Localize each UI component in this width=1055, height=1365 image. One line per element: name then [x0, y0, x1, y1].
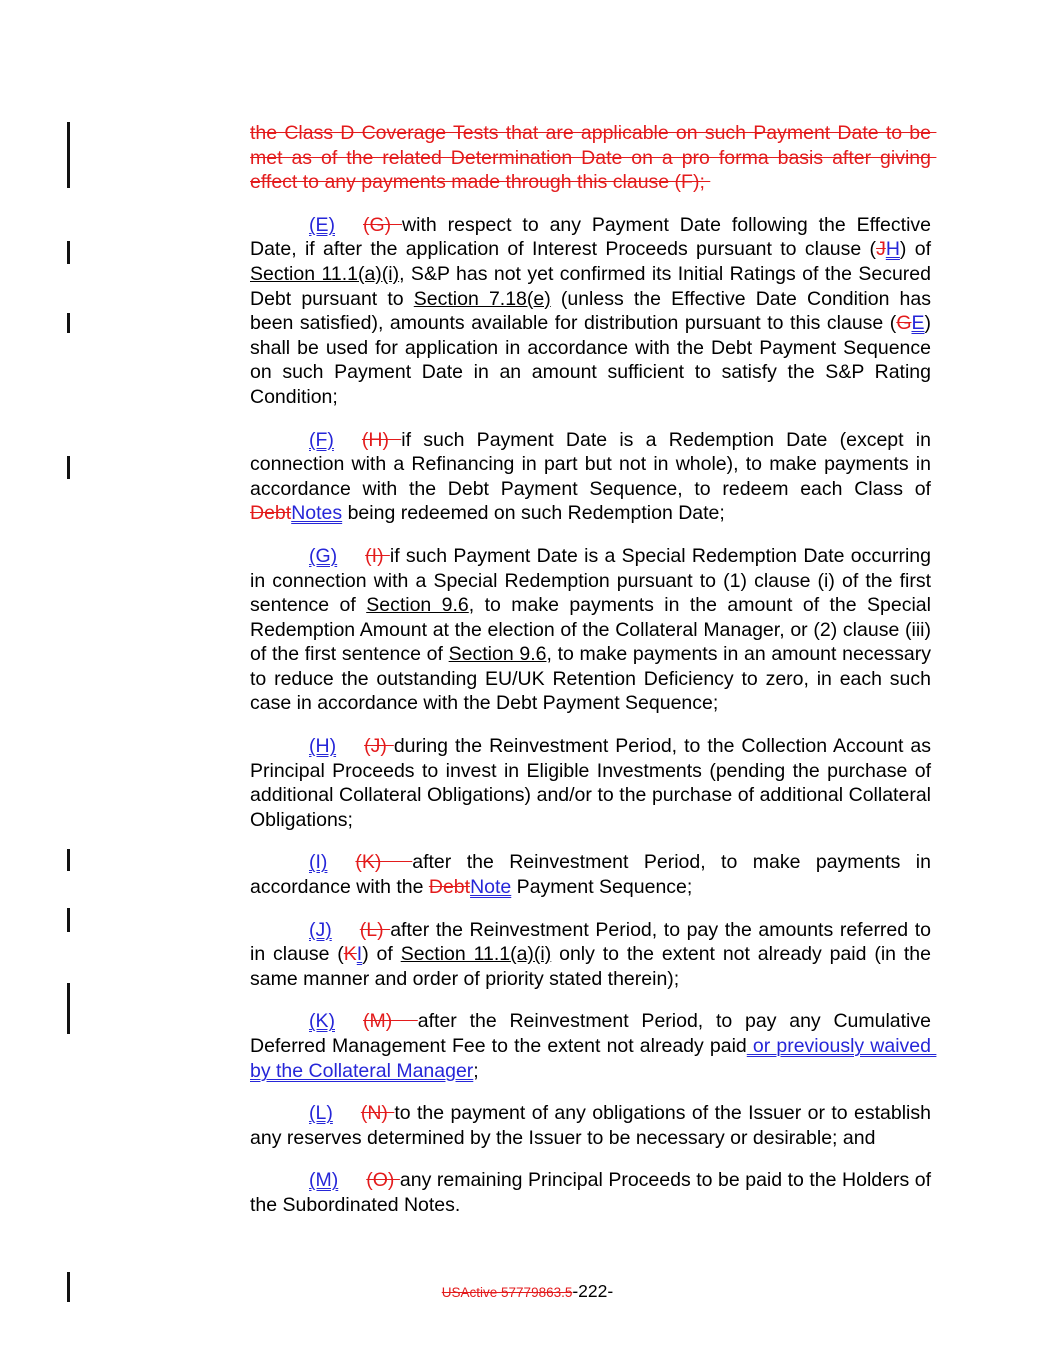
body-text-run: ;: [473, 1059, 479, 1082]
inserted-text-run: (H): [309, 735, 337, 758]
change-bar: [67, 983, 70, 1034]
inserted-text-run: I: [356, 943, 363, 966]
change-bar: [67, 849, 70, 871]
body-text-run: , to make payments in an amount necessary to reduce the outstanding EU/UK Retention Deficiency to zero, in each such case in accordance with the Debt Payment Sequence;: [250, 643, 937, 715]
inserted-text-run: Note: [470, 876, 512, 899]
footer-page-number: -222-: [572, 1281, 614, 1301]
section-reference: Section 9.6: [366, 594, 469, 617]
paragraph-clause-l: [250, 1101, 937, 1150]
paragraph-deleted-carryover: [250, 121, 937, 195]
body-text-run: only to the extent not already paid (in the same manner and order of priority stated therein);: [250, 943, 937, 990]
change-bar: [67, 122, 70, 188]
change-bar: [67, 313, 70, 333]
deleted-text-run: Debt: [428, 876, 471, 899]
paragraph-clause-j: [250, 918, 937, 992]
deleted-text-run: (L): [359, 918, 391, 941]
deleted-text-run: (O): [366, 1169, 400, 1192]
deleted-text-run: (M): [363, 1010, 418, 1033]
body-text-run: ) of: [362, 943, 401, 966]
deleted-text-run: J: [876, 238, 886, 261]
inserted-text-run: (J): [309, 918, 332, 941]
deleted-text-run: G: [896, 312, 912, 335]
paragraph-clause-k: [250, 1009, 937, 1083]
section-reference: Section 11.1(a)(i): [250, 262, 400, 285]
inserted-text-run: (G): [309, 544, 338, 567]
body-text-run: being redeemed on such Redemption Date;: [342, 502, 725, 525]
inserted-text-run: (L): [309, 1102, 333, 1125]
body-text-run: during the Reinvestment Period, to the Collection Account as Principal Proceeds to invest in Eligible Investments (pending the purchase of additional Collateral Obligations) and/or to the purchase of additional Collateral Obligations;: [250, 735, 937, 831]
section-reference: Section 9.6: [448, 643, 547, 666]
change-bar: [67, 241, 70, 264]
body-text-run: with respect to any Payment Date following the Effective Date, if after the application of Interest Proceeds pursuant to clause (: [250, 213, 937, 261]
change-bar: [67, 456, 70, 479]
deleted-text-run: (K): [355, 851, 413, 874]
page-footer: [0, 1281, 1055, 1302]
paragraph-clause-i: [250, 850, 937, 899]
inserted-text-run: (M): [309, 1169, 339, 1192]
section-reference: Section 11.1(a)(i): [400, 943, 552, 966]
change-bar: [67, 1272, 70, 1302]
body-text-run: Payment Sequence;: [511, 876, 693, 899]
inserted-text-run: Notes: [291, 502, 343, 525]
deleted-text-run: (J): [364, 735, 394, 758]
body-text-run: if such Payment Date is a Redemption Date (except in connection with a Refinancing in part but not in whole), to make payments in accordance with the Debt Payment Sequence, to redeem each Class of: [250, 428, 937, 500]
inserted-text-run: (K): [309, 1010, 335, 1033]
paragraph-clause-f: [250, 428, 937, 526]
paragraph-clause-e: [250, 213, 937, 410]
inserted-text-run: or previously waived by the Collateral Manager: [250, 1035, 937, 1082]
deleted-text-run: (N): [360, 1102, 395, 1125]
deleted-text-run: (G): [363, 213, 403, 236]
body-text-run: ) of: [899, 238, 937, 261]
paragraph-clause-h: [250, 734, 937, 832]
paragraph-clause-m: [250, 1168, 937, 1217]
section-reference: Section 7.18(e): [413, 287, 551, 310]
body-text-run: after the Reinvestment Period, to make payments in accordance with the: [250, 851, 937, 899]
deleted-text-run: K: [343, 943, 357, 966]
body-text-run: ) shall be used for application in accordance with the Debt Payment Sequence on such Payment Date in an amount sufficient to satisfy the S&P Rating Condition;: [250, 312, 937, 408]
body-text-run: if such Payment Date is a Special Redemption Date occurring in connection with a Special Redemption pursuant to (1) clause (i) of the first sentence of: [250, 544, 937, 617]
body-text-run: after the Reinvestment Period, to pay the amounts referred to in clause (: [250, 918, 937, 966]
inserted-text-run: (F): [309, 428, 334, 451]
body-text-run: , S&P has not yet confirmed its Initial Ratings of the Secured Debt pursuant to: [250, 262, 937, 310]
body-text-run: any remaining Principal Proceeds to be paid to the Holders of the Subordinated Notes.: [250, 1169, 937, 1216]
body-text-run: after the Reinvestment Period, to pay any Cumulative Deferred Management Fee to the extent not already paid: [250, 1010, 937, 1057]
inserted-text-run: (E): [309, 213, 335, 236]
deleted-text-run: the Class D Coverage Tests that are applicable on such Payment Date to be met as of the related Determination Date on a pro forma basis after giving effect to any payments made through this clause (F);: [250, 122, 937, 194]
inserted-text-run: (I): [309, 851, 328, 874]
inserted-text-run: E: [911, 312, 925, 335]
inserted-text-run: H: [885, 238, 900, 261]
deleted-text-run: (H): [361, 428, 402, 451]
paragraph-clause-g: [250, 544, 937, 716]
footer-document-id: USActive 57779863.5: [441, 1285, 573, 1300]
deleted-text-run: Debt: [250, 502, 292, 525]
deleted-text-run: (I): [365, 544, 390, 567]
body-text-run: to the payment of any obligations of the Issuer or to establish any reserves determined by the Issuer to be necessary or desirable; and: [250, 1102, 937, 1149]
body-text-run: , to make payments in the amount of the Special Redemption Amount at the election of the Collateral Manager, or (2) clause (iii) of the first sentence of: [250, 594, 937, 666]
change-bar: [67, 908, 70, 932]
body-text-run: (unless the Effective Date Condition has been satisfied), amounts available for distribution pursuant to this clause (: [250, 287, 937, 335]
body-text-block: [250, 121, 937, 1236]
